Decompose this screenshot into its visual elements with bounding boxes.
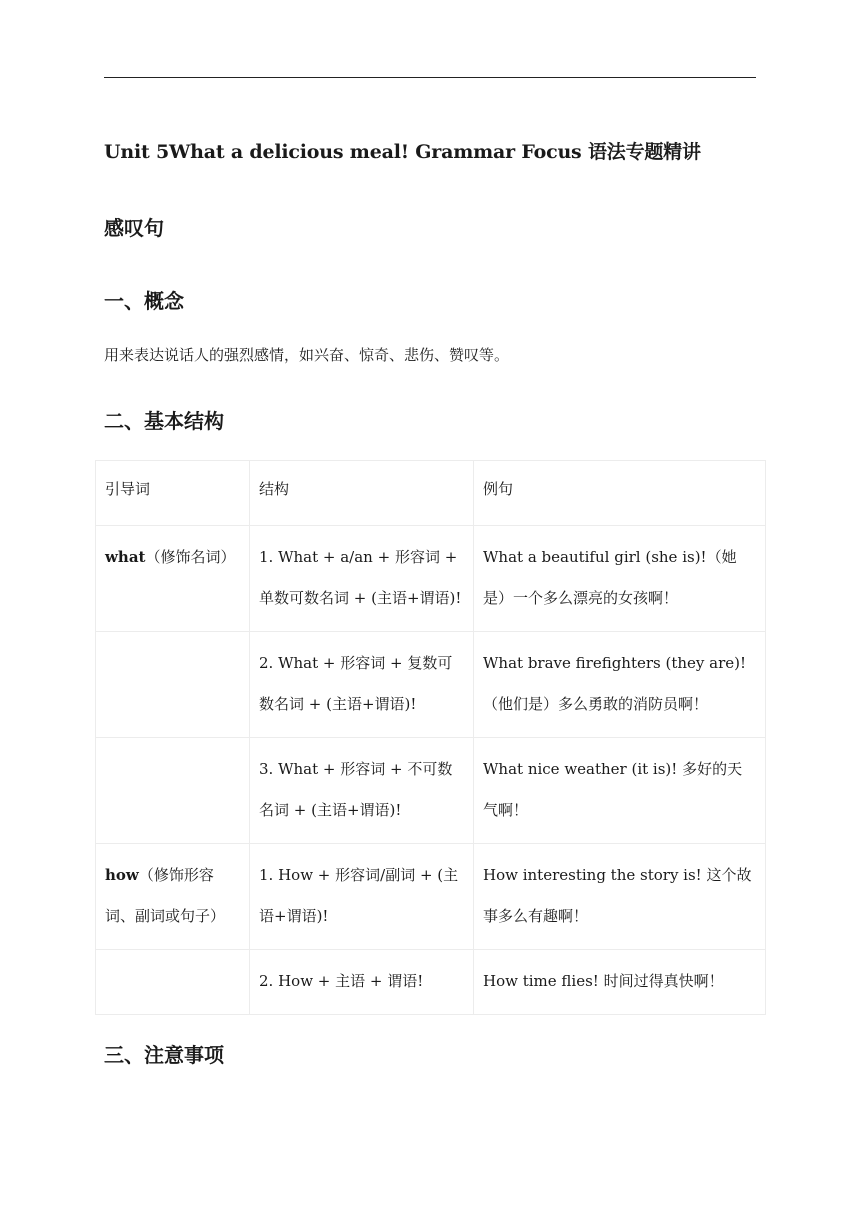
example-cell: What brave firefighters (they are)!（他们是）多么勇敢的消防员啊！ xyxy=(474,632,766,738)
lead-word: what xyxy=(105,548,146,566)
concept-paragraph: 用来表达说话人的强烈感情，如兴奋、惊奇、悲伤、赞叹等。 xyxy=(104,346,510,364)
document-title: Unit 5What a delicious meal! Grammar Focus 语法专题精讲 xyxy=(104,141,701,163)
example-cell: What a beautiful girl (she is)!（她是）一个多么漂亮的女孩啊！ xyxy=(474,526,766,632)
section-heading-notes: 三、注意事项 xyxy=(104,1043,224,1067)
structure-cell: 2. What + 形容词 + 复数可数名词 + (主语+谓语)! xyxy=(250,632,474,738)
table-header-row xyxy=(96,461,766,526)
lead-word-note: （修饰名词） xyxy=(145,548,236,566)
table-row xyxy=(96,950,766,1015)
table-row xyxy=(96,738,766,844)
lead-word-cell xyxy=(96,738,250,844)
lead-word-cell xyxy=(96,632,250,738)
lead-word-cell xyxy=(96,950,250,1015)
lead-word-cell xyxy=(96,844,250,950)
example-cell: How interesting the story is! 这个故事多么有趣啊！ xyxy=(474,844,766,950)
table-row xyxy=(96,632,766,738)
section-heading-concept: 一、概念 xyxy=(104,289,184,313)
example-cell: How time flies! 时间过得真快啊！ xyxy=(474,950,766,1015)
structure-cell: 1. How + 形容词/副词 + (主语+谓语)! xyxy=(250,844,474,950)
grammar-table xyxy=(95,460,766,1015)
structure-cell: 1. What + a/an + 形容词 + 单数可数名词 + (主语+谓语)! xyxy=(250,526,474,632)
table-header-cell: 引导词 xyxy=(96,461,250,526)
lead-word: how xyxy=(105,866,139,884)
table-row xyxy=(96,844,766,950)
lead-word-cell xyxy=(96,526,250,632)
header-rule xyxy=(104,77,756,78)
table-header-cell: 例句 xyxy=(474,461,766,526)
section-heading-structure: 二、基本结构 xyxy=(104,409,224,433)
example-cell: What nice weather (it is)! 多好的天气啊！ xyxy=(474,738,766,844)
main-heading: 感叹句 xyxy=(104,216,164,240)
table-header-cell: 结构 xyxy=(250,461,474,526)
lead-word-note: （修饰形容词、副词或句子） xyxy=(105,866,226,925)
table-row xyxy=(96,526,766,632)
structure-cell: 3. What + 形容词 + 不可数名词 + (主语+谓语)! xyxy=(250,738,474,844)
structure-cell: 2. How + 主语 + 谓语! xyxy=(250,950,474,1015)
